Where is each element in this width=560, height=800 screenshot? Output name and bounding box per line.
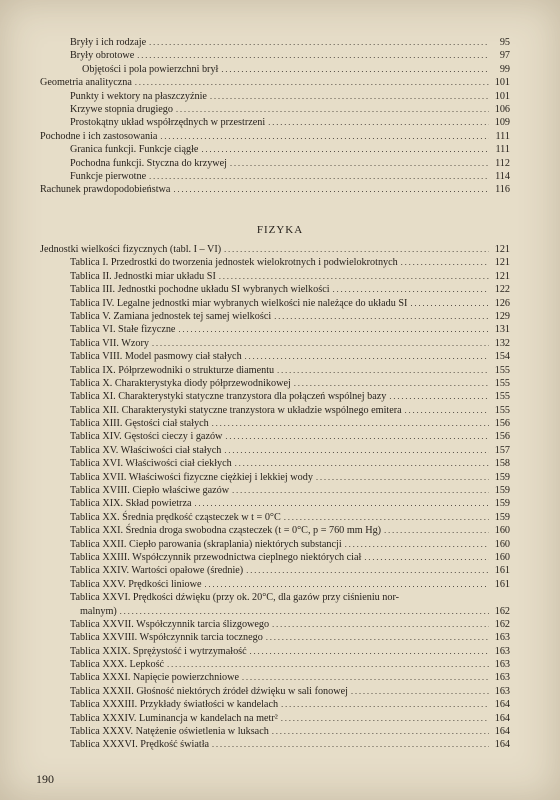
toc-entry xyxy=(40,183,510,196)
toc-entry-page: 121 xyxy=(494,270,510,282)
toc-entry-page: 164 xyxy=(494,699,510,711)
toc-entry-page: 156 xyxy=(494,418,510,430)
leader-dots xyxy=(245,350,489,363)
toc-entry xyxy=(40,170,510,183)
leader-dots xyxy=(176,103,489,116)
toc-entry-page: 111 xyxy=(495,130,510,142)
toc-entry xyxy=(40,283,510,296)
toc-entry-page: 156 xyxy=(494,431,510,443)
toc-entry-page: 132 xyxy=(494,337,510,349)
leader-dots xyxy=(242,671,489,684)
toc-entry-title: Tablica X. Charakterystyka diody półprzewodnikowej xyxy=(70,377,291,389)
toc-entry-title: Krzywe stopnia drugiego xyxy=(70,103,173,115)
toc-entry-page: 126 xyxy=(494,297,510,309)
toc-entry xyxy=(40,49,510,62)
toc-entry-title: Tablica VII. Wzory xyxy=(70,337,149,349)
toc-entry xyxy=(40,297,510,310)
toc-entry xyxy=(40,404,510,417)
toc-entry xyxy=(40,618,510,631)
toc-entry xyxy=(40,116,510,129)
leader-dots xyxy=(333,283,489,296)
toc-entry-title: Geometria analityczna xyxy=(40,77,132,89)
leader-dots xyxy=(316,471,489,484)
toc-entry-title: Tablica XVI. Właściwości ciał ciekłych xyxy=(70,458,232,470)
toc-entry xyxy=(40,444,510,457)
leader-dots xyxy=(281,712,489,725)
toc-entry xyxy=(40,631,510,644)
toc-entry-page: 155 xyxy=(494,364,510,376)
toc-entry xyxy=(40,685,510,698)
toc-entry-title: Tablica XVII. Właściwości fizyczne ciężkiej i lekkiej wody xyxy=(70,471,313,483)
toc-entry-page: 159 xyxy=(494,471,510,483)
leader-dots xyxy=(201,143,489,156)
leader-dots xyxy=(210,90,489,103)
leader-dots xyxy=(405,404,489,417)
toc-entry-title: Tablica V. Zamiana jednostek tej samej wielkości xyxy=(70,310,272,322)
leader-dots xyxy=(224,243,489,256)
toc-entry-title: Tablica XXXIV. Luminancja w kandelach na metr² xyxy=(70,712,278,724)
toc-entry-title: Rachunek prawdopodobieństwa xyxy=(40,184,171,196)
leader-dots xyxy=(364,551,489,564)
toc-entry-page: 97 xyxy=(499,50,510,62)
leader-dots xyxy=(277,364,489,377)
toc-entry xyxy=(40,725,510,738)
toc-entry xyxy=(40,605,510,618)
toc-entry-title: Bryły i ich rodzaje xyxy=(70,36,147,48)
toc-entry-title: Tablica XXIII. Współczynnik przewodnictwa cieplnego niektórych ciał xyxy=(70,551,362,563)
toc-entry-page: 159 xyxy=(494,498,510,510)
toc-entry-title: Tablica XI. Charakterystyki statyczne tranzystora dla połączeń wspólnej bazy xyxy=(70,391,387,403)
toc-entry-title: malnym) xyxy=(80,605,117,617)
toc-entry-title: Tablica XXXVI. Prędkość światła xyxy=(70,739,210,751)
leader-dots xyxy=(268,116,489,129)
toc-entry-title: Tablica XXIV. Wartości opałowe (średnie) xyxy=(70,565,244,577)
toc-entry-page: 95 xyxy=(499,36,510,48)
toc-entry-title: Funkcje pierwotne xyxy=(70,170,147,182)
leader-dots xyxy=(384,524,489,537)
toc-entry xyxy=(40,524,510,537)
toc-entry-page: 161 xyxy=(494,565,510,577)
leader-dots xyxy=(250,645,489,658)
toc-entry-title: Tablica XXV. Prędkości liniowe xyxy=(70,578,202,590)
toc-entry-title: Tablica XXIX. Sprężystość i wytrzymałość xyxy=(70,645,247,657)
toc-entry-title: Punkty i wektory na płaszczyźnie xyxy=(70,90,207,102)
toc-entry xyxy=(40,698,510,711)
toc-entry-page: 162 xyxy=(494,618,510,630)
toc-entry-title: Tablica XIX. Skład powietrza xyxy=(70,498,192,510)
toc-entry xyxy=(40,243,510,256)
toc-entry xyxy=(40,457,510,470)
toc-entry-page: 163 xyxy=(494,645,510,657)
toc-entry-page: 160 xyxy=(494,525,510,537)
toc-entry xyxy=(40,564,510,577)
toc-entry-page: 112 xyxy=(495,157,510,169)
toc-entry xyxy=(40,578,510,591)
leader-dots xyxy=(160,130,489,143)
toc-entry xyxy=(40,76,510,89)
leader-dots xyxy=(294,377,489,390)
toc-entry-page: 155 xyxy=(494,391,510,403)
toc-entry-title: Tablica XXXI. Napięcie powierzchniowe xyxy=(70,672,240,684)
leader-dots xyxy=(149,36,489,49)
toc-entry xyxy=(40,364,510,377)
leader-dots xyxy=(274,310,489,323)
toc-entry-page: 109 xyxy=(494,117,510,129)
toc-entry xyxy=(40,390,510,403)
toc-entry-title: Tablica III. Jednostki pochodne układu SI wybranych wielkości xyxy=(70,284,330,296)
toc-entry xyxy=(40,63,510,76)
toc-entry-page: 101 xyxy=(494,90,510,102)
toc-entry-page: 99 xyxy=(499,63,510,75)
toc-entry-page: 163 xyxy=(494,632,510,644)
leader-dots xyxy=(401,256,489,269)
toc-entry xyxy=(40,417,510,430)
toc-entry-page: 164 xyxy=(494,726,510,738)
toc-entry-title: Tablica XIII. Gęstości ciał stałych xyxy=(70,418,209,430)
leader-dots xyxy=(230,157,489,170)
toc-entry xyxy=(40,658,510,671)
toc-entry-title: Tablica XXXII. Głośność niektórych źródeł dźwięku w sali fonowej xyxy=(70,685,348,697)
leader-dots xyxy=(224,444,489,457)
toc-entry xyxy=(40,672,510,685)
leader-dots xyxy=(167,658,489,671)
toc-entry-title: Tablica XVIII. Ciepło właściwe gazów xyxy=(70,485,230,497)
toc-entry-title: Tablica VIII. Model pasmowy ciał stałych xyxy=(70,351,242,363)
toc-entry-title: Tablica II. Jednostki miar układu SI xyxy=(70,270,216,282)
toc-entry-page: 111 xyxy=(495,144,510,156)
toc-entry xyxy=(40,350,510,363)
toc-entry xyxy=(40,511,510,524)
toc-fizyka xyxy=(40,243,510,752)
leader-dots xyxy=(410,297,489,310)
toc-entry xyxy=(40,484,510,497)
toc-entry xyxy=(40,256,510,269)
toc-entry-page: 157 xyxy=(494,444,510,456)
toc-entry xyxy=(40,103,510,116)
toc-entry xyxy=(40,738,510,751)
toc-entry-title: Tablica XXXIII. Przykłady światłości w kandelach xyxy=(70,699,279,711)
toc-entry-page: 158 xyxy=(494,458,510,470)
toc-entry xyxy=(40,157,510,170)
toc-entry-title: Jednostki wielkości fizycznych (tabl. I – VI) xyxy=(40,243,222,255)
leader-dots xyxy=(173,183,489,196)
toc-entry xyxy=(40,712,510,725)
leader-dots xyxy=(152,337,489,350)
toc-entry xyxy=(40,591,510,604)
toc-entry-title: Tablica XV. Właściwości ciał stałych xyxy=(70,444,222,456)
toc-mathematics-continued xyxy=(40,36,510,197)
toc-entry xyxy=(40,36,510,49)
leader-dots xyxy=(195,497,490,510)
toc-entry-page: 163 xyxy=(494,685,510,697)
leader-dots xyxy=(232,484,489,497)
toc-entry-title: Granica funkcji. Funkcje ciągłe xyxy=(70,144,199,156)
toc-entry-title: Tablica XXXV. Natężenie oświetlenia w luksach xyxy=(70,726,269,738)
toc-entry-page: 160 xyxy=(494,538,510,550)
toc-entry-title: Tablica I. Przedrostki do tworzenia jednostek wielokrotnych i podwielokrotnych xyxy=(70,257,398,269)
toc-entry-page: 101 xyxy=(494,77,510,89)
toc-entry-title: Tablica XIV. Gęstości cieczy i gazów xyxy=(70,431,223,443)
toc-entry xyxy=(40,497,510,510)
leader-dots xyxy=(246,564,489,577)
toc-entry-page: 131 xyxy=(494,324,510,336)
toc-entry-page: 106 xyxy=(494,103,510,115)
toc-entry-page: 116 xyxy=(495,184,510,196)
toc-entry xyxy=(40,430,510,443)
toc-entry-title: Tablica XXII. Ciepło parowania (skraplania) niektórych substancji xyxy=(70,538,342,550)
toc-entry-title: Tablica VI. Stałe fizyczne xyxy=(70,324,176,336)
toc-entry-title: Prostokątny układ współrzędnych w przestrzeni xyxy=(70,117,266,129)
toc-entry-title: Tablica XXVII. Współczynnik tarcia ślizgowego xyxy=(70,618,270,630)
leader-dots xyxy=(266,631,489,644)
leader-dots xyxy=(137,49,489,62)
leader-dots xyxy=(351,685,489,698)
leader-dots xyxy=(219,270,489,283)
leader-dots xyxy=(235,457,489,470)
toc-entry-title: Objętości i pola powierzchni brył xyxy=(82,63,219,75)
toc-entry-title: Tablica IV. Legalne jednostki miar wybranych wielkości nie należące do układu SI xyxy=(70,297,408,309)
toc-entry-title: Pochodna funkcji. Styczna do krzywej xyxy=(70,157,228,169)
toc-entry-page: 121 xyxy=(494,257,510,269)
leader-dots xyxy=(281,698,489,711)
toc-entry-page: 163 xyxy=(494,672,510,684)
leader-dots xyxy=(389,390,489,403)
toc-entry-title: Tablica XXVI. Prędkości dźwięku (przy ok. 20°C, dla gazów przy ciśnieniu nor- xyxy=(70,592,400,604)
page-number: 190 xyxy=(36,772,54,786)
section-heading-fizyka: FIZYKA xyxy=(256,224,304,236)
toc-entry xyxy=(40,551,510,564)
toc-entry-title: Tablica XXVIII. Współczynnik tarcia tocznego xyxy=(70,632,263,644)
leader-dots xyxy=(272,725,489,738)
toc-entry-page: 160 xyxy=(494,551,510,563)
toc-entry xyxy=(40,538,510,551)
toc-entry xyxy=(40,90,510,103)
leader-dots xyxy=(149,170,489,183)
leader-dots xyxy=(212,417,489,430)
toc-entry-page: 163 xyxy=(494,659,510,671)
toc-entry-page: 122 xyxy=(494,284,510,296)
leader-dots xyxy=(345,538,489,551)
leader-dots xyxy=(225,430,489,443)
toc-entry-page: 155 xyxy=(494,377,510,389)
toc-entry xyxy=(40,130,510,143)
toc-entry-page: 155 xyxy=(494,404,510,416)
toc-entry-title: Tablica XXI. Średnia droga swobodna cząsteczek (t = 0°C, p = 760 mm Hg) xyxy=(70,525,382,537)
toc-entry-title: Pochodne i ich zastosowania xyxy=(40,130,158,142)
toc-entry xyxy=(40,143,510,156)
toc-entry-page: 164 xyxy=(494,712,510,724)
toc-entry-page: 114 xyxy=(495,170,510,182)
toc-entry-page: 121 xyxy=(494,243,510,255)
leader-dots xyxy=(284,511,489,524)
toc-entry xyxy=(40,645,510,658)
toc-entry-title: Tablica IX. Półprzewodniki o strukturze diamentu xyxy=(70,364,275,376)
toc-entry xyxy=(40,310,510,323)
toc-entry-page: 129 xyxy=(494,310,510,322)
toc-entry xyxy=(40,323,510,336)
toc-entry-page: 162 xyxy=(494,605,510,617)
toc-entry-page: 159 xyxy=(494,485,510,497)
leader-dots xyxy=(205,578,489,591)
leader-dots xyxy=(120,605,489,618)
toc-entry-page: 154 xyxy=(494,351,510,363)
toc-entry-page: 164 xyxy=(494,739,510,751)
leader-dots xyxy=(178,323,489,336)
leader-dots xyxy=(135,76,489,89)
toc-entry-title: Bryły obrotowe xyxy=(70,50,135,62)
toc-entry xyxy=(40,270,510,283)
leader-dots xyxy=(221,63,489,76)
toc-entry xyxy=(40,377,510,390)
toc-entry-title: Tablica XX. Średnia prędkość cząsteczek w t = 0°C xyxy=(70,511,281,523)
toc-entry-page: 159 xyxy=(494,511,510,523)
leader-dots xyxy=(212,738,489,751)
toc-entry xyxy=(40,471,510,484)
toc-entry-title: Tablica XXX. Lepkość xyxy=(70,659,165,671)
toc-entry-title: Tablica XII. Charakterystyki statyczne tranzystora w układzie wspólnego emitera xyxy=(70,404,402,416)
toc-entry xyxy=(40,337,510,350)
leader-dots xyxy=(272,618,489,631)
toc-entry-page: 161 xyxy=(494,578,510,590)
